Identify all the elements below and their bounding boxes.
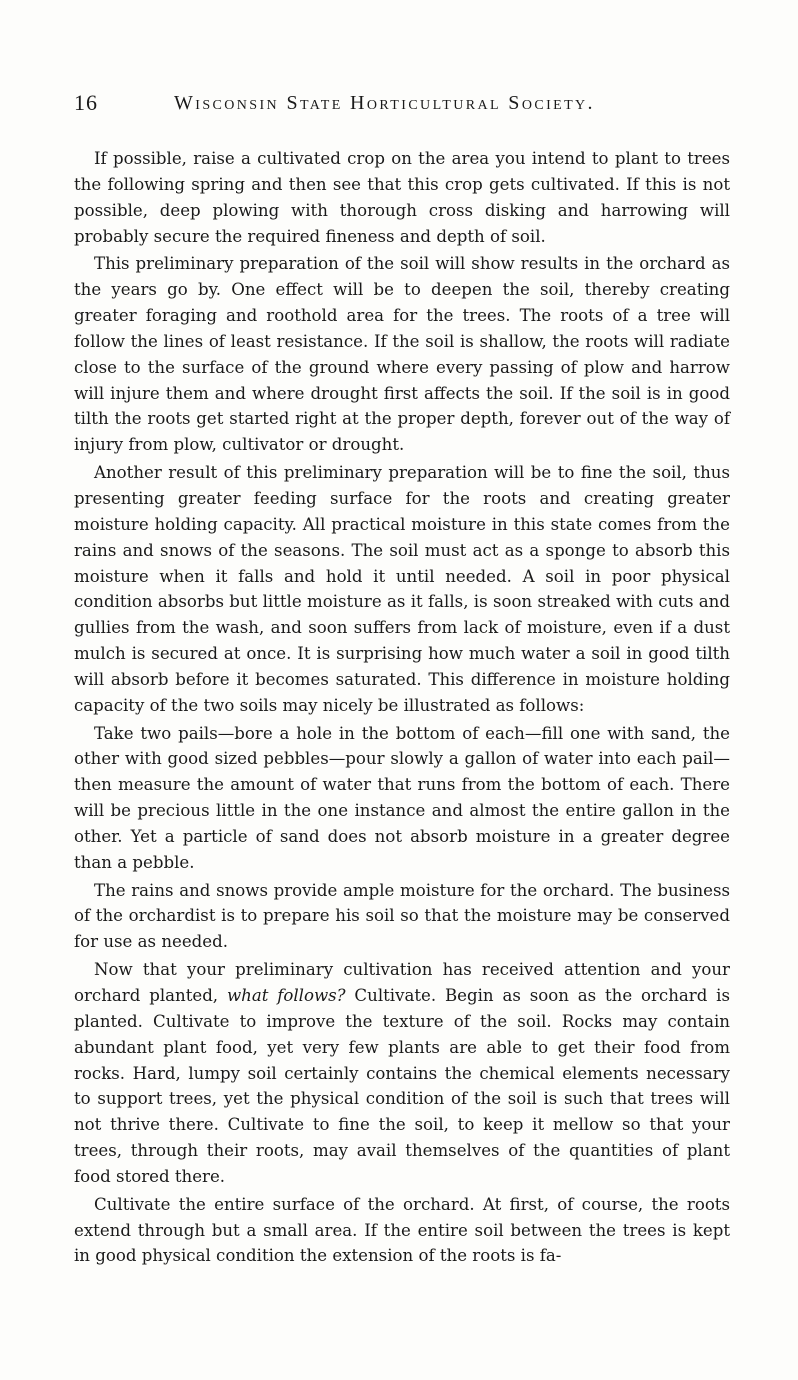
page-header [74, 90, 730, 120]
paragraph-rains-and-snows: The rains and snows provide ample moisture for the orchard. The business of the orchardist is to prepare his soil so that the moisture may be conserved for use as needed. [74, 880, 730, 952]
paragraph-cultivate-rest: Cultivate. Begin as soon as the orchard is planted. Cultivate to improve the texture of the soil. Rocks may contain abundant plant food, yet very few plants are able to get their food from rocks. Hard, lumpy soil certainly contains the chemical elements necessary to support trees, yet the physical condition of the soil is such that trees will not thrive there. Cultivate to fine the soil, to keep it mellow so that your trees, through their roots, may avail themselves of the quantities of plant food stored there. [74, 986, 731, 1186]
paragraph-pail-experiment: Take two pails—bore a hole in the bottom of each—fill one with sand, the other with good sized pebbles—pour slowly a gallon of water into each pail—then measure the amount of water that runs from the bottom of each. There will be precious little in the one instance and almost the entire gallon in the other. Yet a particle of sand does not absorb moisture in a greater degree than a pebble. [74, 723, 730, 872]
paragraph-entire-surface: Cultivate the entire surface of the orchard. At first, of course, the roots extend through but a small area. If the entire soil between the trees is kept in good physical condition the extension of the roots is fa- [74, 1194, 730, 1266]
page-number: 16 [74, 90, 98, 115]
paragraph-cultivate-emphasis: what follows? [226, 986, 346, 1005]
paragraph-cultivate-lead: Now that your preliminary cultivation has received attention and your orchard planted, [74, 960, 730, 1005]
paragraph-cultivate [74, 957, 730, 1190]
paragraph-preliminary-preparation: This preliminary preparation of the soil will show results in the orchard as the years go by. One effect will be to deepen the soil, thereby creating greater foraging and roothold area for the trees. The roots of a tree will follow the lines of least resistance. If the soil is shallow, the roots will radiate close to the surface of the ground where every passing of plow and harrow will injure them and where drought first affects the soil. If the soil is in good tilth the roots get started right at the proper depth, forever out of the way of injury from plow, cultivator or drought. [74, 254, 730, 455]
paragraph-moisture-capacity: Another result of this preliminary preparation will be to fine the soil, thus presenting greater feeding surface for the roots and creating greater moisture holding capacity. All practical moisture in this state comes from the rains and snows of the seasons. The soil must act as a sponge to absorb this moisture when it falls and hold it until needed. A soil in poor physical condition absorbs but little moisture as it falls, is soon streaked with cuts and gullies from the wash, and soon suffers from lack of moisture, even if a dust mulch is secured at once. It is surprising how much water a soil in good tilth will absorb before it becomes saturated. This difference in moisture holding capacity of the two soils may nicely be illustrated as follows: [74, 463, 730, 715]
paragraph-soil-preparation: If possible, raise a cultivated crop on the area you intend to plant to trees the following spring and then see that this crop gets cultivated. If this is not possible, deep plowing with thorough cross disking and harrowing will probably secure the required fineness and depth of soil. [74, 149, 730, 246]
body-text [74, 146, 730, 1271]
running-title: Wisconsin State Horticultural Society. [174, 92, 595, 114]
